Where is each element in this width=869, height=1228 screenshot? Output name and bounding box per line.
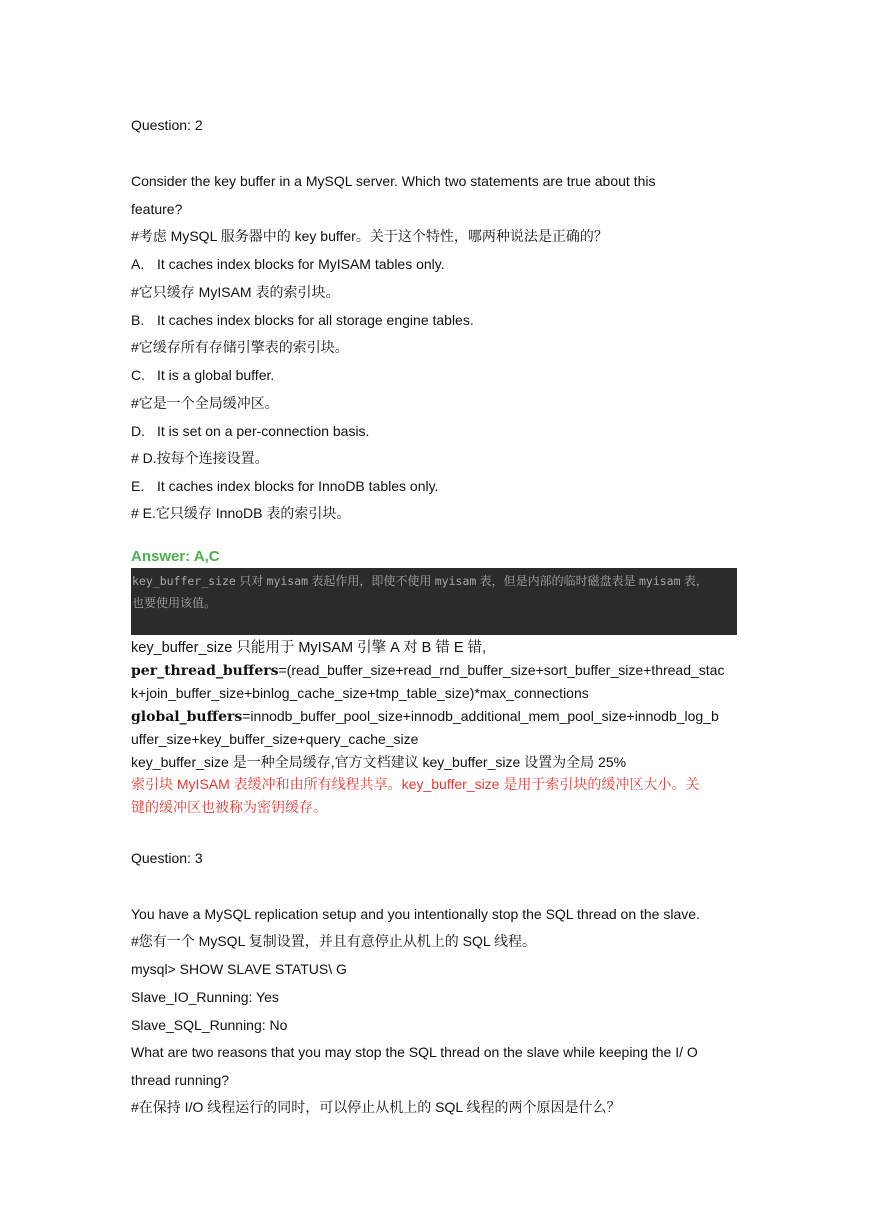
option-b-cn: #它缓存所有存储引擎表的索引块。 (131, 339, 349, 355)
option-a-text: It caches index blocks for MyISAM tables only. (157, 256, 445, 272)
option-d-cn: # D.按每个连接设置。 (131, 450, 269, 466)
option-a-cn: #它只缓存 MyISAM 表的索引块。 (131, 284, 340, 300)
question-3-cn: #在保持 I/O 线程运行的同时，可以停止从机上的 SQL 线程的两个原因是什么？ (131, 1099, 621, 1115)
global-formula1: =innodb_buffer_pool_size+innodb_additional_mem_pool_size+innodb_log_b (242, 708, 719, 724)
global-line2: uffer_size+key_buffer_size+query_cache_size (131, 731, 419, 747)
option-e-cn: # E.它只缓存 InnoDB 表的索引块。 (131, 505, 351, 521)
question-2-stem-en-line2: feature? (131, 201, 183, 217)
question-2-stem-cn: #考虑 MySQL 服务器中的 key buffer。关于这个特性，哪两种说法是正确的？ (131, 228, 608, 244)
question-3-title: Question: 3 (131, 850, 203, 866)
code-note-box (131, 568, 737, 635)
per-thread-line2: k+join_buffer_size+binlog_cache_size+tmp_table_size)*max_connections (131, 685, 589, 701)
code-note-text4: 表， (680, 574, 708, 588)
answer-label: Answer: A,C (131, 548, 220, 565)
code-note-text1: 只对 (235, 574, 267, 588)
option-c-cn: #它是一个全局缓冲区。 (131, 395, 279, 411)
global-line1 (131, 707, 719, 726)
code-note-line2: 也要使用该值。 (132, 596, 217, 610)
option-e (131, 477, 438, 495)
slave-sql-running: Slave_SQL_Running: No (131, 1017, 288, 1033)
question-2-title: Question: 2 (131, 117, 203, 133)
code-note-text3: 表，但是内部的临时磁盘表是 (476, 574, 639, 588)
option-d-letter: D. (131, 423, 145, 439)
option-c-text: It is a global buffer. (157, 367, 275, 383)
code-myisam-3: myisam (638, 574, 681, 588)
option-b-letter: B. (131, 312, 145, 328)
question-3-en-line2: thread running? (131, 1072, 230, 1088)
option-a-letter: A. (131, 256, 145, 272)
per-thread-line1 (131, 661, 724, 680)
per-thread-label: per_thread_buffers (131, 663, 279, 679)
question-3-en-line1: What are two reasons that you may stop the SQL thread on the slave while keeping the I/ O (131, 1044, 698, 1060)
code-note-line1 (132, 570, 737, 592)
question-3-stem-cn: #您有一个 MySQL 复制设置，并且有意停止从机上的 SQL 线程。 (131, 933, 536, 949)
option-a (131, 255, 445, 273)
option-d-text: It is set on a per-connection basis. (157, 423, 370, 439)
question-2-stem-en-line1: Consider the key buffer in a MySQL server. Which two statements are true about this (131, 173, 656, 189)
option-b (131, 311, 474, 329)
option-b-text: It caches index blocks for all storage engine tables. (157, 312, 474, 328)
option-d (131, 422, 369, 440)
red-note-line2: 键的缓冲区也被称为密钥缓存。 (131, 799, 327, 815)
red-note-line1: 索引块 MyISAM 表缓冲和由所有线程共享。key_buffer_size 是用于索引块的缓冲区大小。关 (131, 776, 700, 792)
option-e-letter: E. (131, 478, 145, 494)
code-myisam-1: myisam (266, 574, 309, 588)
explain-line1: key_buffer_size 只能用于 MyISAM 引擎 A 对 B 错 E 错, (131, 640, 487, 656)
global-label: global_buffers (131, 709, 243, 725)
code-note-text2: 表起作用，即使不使用 (308, 574, 435, 588)
code-key-buffer-size: key_buffer_size (132, 574, 236, 588)
show-slave-status-cmd: mysql> SHOW SLAVE STATUS\ G (131, 961, 347, 977)
option-c-letter: C. (131, 367, 145, 383)
option-e-text: It caches index blocks for InnoDB tables only. (157, 478, 439, 494)
per-thread-formula1: =(read_buffer_size+read_rnd_buffer_size+sort_buffer_size+thread_stac (278, 662, 725, 678)
slave-io-running: Slave_IO_Running: Yes (131, 989, 279, 1005)
option-c (131, 366, 274, 384)
question-3-stem-en: You have a MySQL replication setup and you intentionally stop the SQL thread on the slave. (131, 906, 700, 922)
code-myisam-2: myisam (434, 574, 477, 588)
recommend-line: key_buffer_size 是一种全局缓存,官方文档建议 key_buffer_size 设置为全局 25% (131, 754, 627, 770)
